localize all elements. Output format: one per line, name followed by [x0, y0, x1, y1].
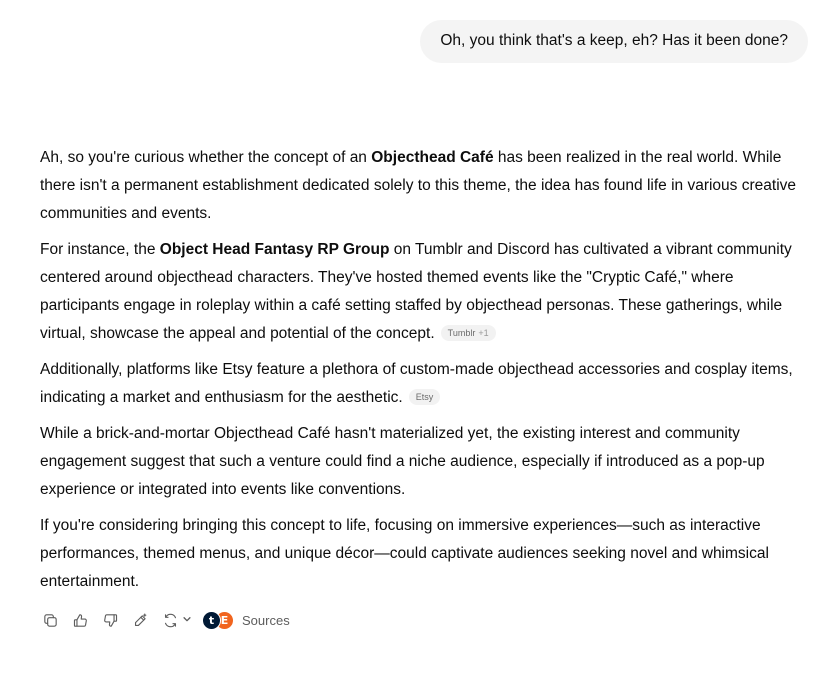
copy-button[interactable] [38, 608, 62, 632]
assistant-paragraph-3 [40, 356, 808, 412]
text: Ah, so you're curious whether the concept of an [40, 149, 372, 166]
good-response-button[interactable] [68, 608, 92, 632]
sources-button[interactable] [202, 611, 290, 630]
edit-icon [132, 612, 149, 629]
assistant-paragraph-2 [40, 236, 808, 348]
chevron-down-icon [182, 611, 192, 629]
bad-response-button[interactable] [98, 608, 122, 632]
thumbs-up-icon [72, 612, 89, 629]
tumblr-icon: t [202, 611, 221, 630]
source-favicons [202, 611, 234, 630]
thumbs-down-icon [102, 612, 119, 629]
citation-chip-tumblr[interactable] [441, 325, 496, 341]
assistant-paragraph-4: While a brick-and-mortar Objecthead Café hasn't materialized yet, the existing interest and community engagement suggest that such a venture could find a niche audience, especially if introduced as a pop-up experience or integrated into events like conventions. [40, 425, 765, 498]
text: has been realized in the real world. While there isn't a permanent establishment dedicated solely to this theme, the idea has found life in various creative communities and events. [40, 149, 797, 222]
assistant-message [40, 144, 808, 604]
text: on Tumblr and Discord has cultivated a vibrant community centered around objecthead characters. They've hosted themed events like the "Cryptic Café," where participants engage in roleplay within a café setting staffed by objecthead personas. These gatherings, while virtual, showcase the appeal and potential of the concept. [40, 241, 792, 342]
citation-chip-etsy[interactable] [409, 389, 441, 405]
user-message-row [420, 20, 808, 63]
assistant-paragraph-1 [40, 144, 808, 228]
edit-button[interactable] [128, 608, 152, 632]
citation-label: Etsy [415, 392, 434, 402]
user-message-bubble: Oh, you think that's a keep, eh? Has it been done? [420, 20, 808, 63]
bold-text: Object Head Fantasy RP Group [159, 241, 390, 258]
text: For instance, the [40, 241, 160, 258]
assistant-paragraph-5: If you're considering bringing this concept to life, focusing on immersive experiences—such as interactive performances, themed menus, and unique décor—could captivate audiences seeking novel and whimsical entertainment. [40, 517, 769, 590]
regenerate-icon [162, 612, 179, 629]
sources-label: Sources [242, 612, 290, 628]
copy-icon [42, 612, 59, 629]
citation-label: Tumblr [447, 328, 476, 338]
message-actions-bar [38, 608, 290, 632]
regenerate-button[interactable] [158, 608, 192, 632]
regenerate-icon-wrap [158, 608, 182, 632]
etsy-icon: E [215, 611, 234, 630]
citation-more-count: +1 [478, 328, 489, 338]
text: Additionally, platforms like Etsy feature a plethora of custom-made objecthead accessories and cosplay items, indicating a market and enthusiasm for the aesthetic. [40, 361, 793, 406]
bold-text: Objecthead Café [371, 149, 494, 166]
